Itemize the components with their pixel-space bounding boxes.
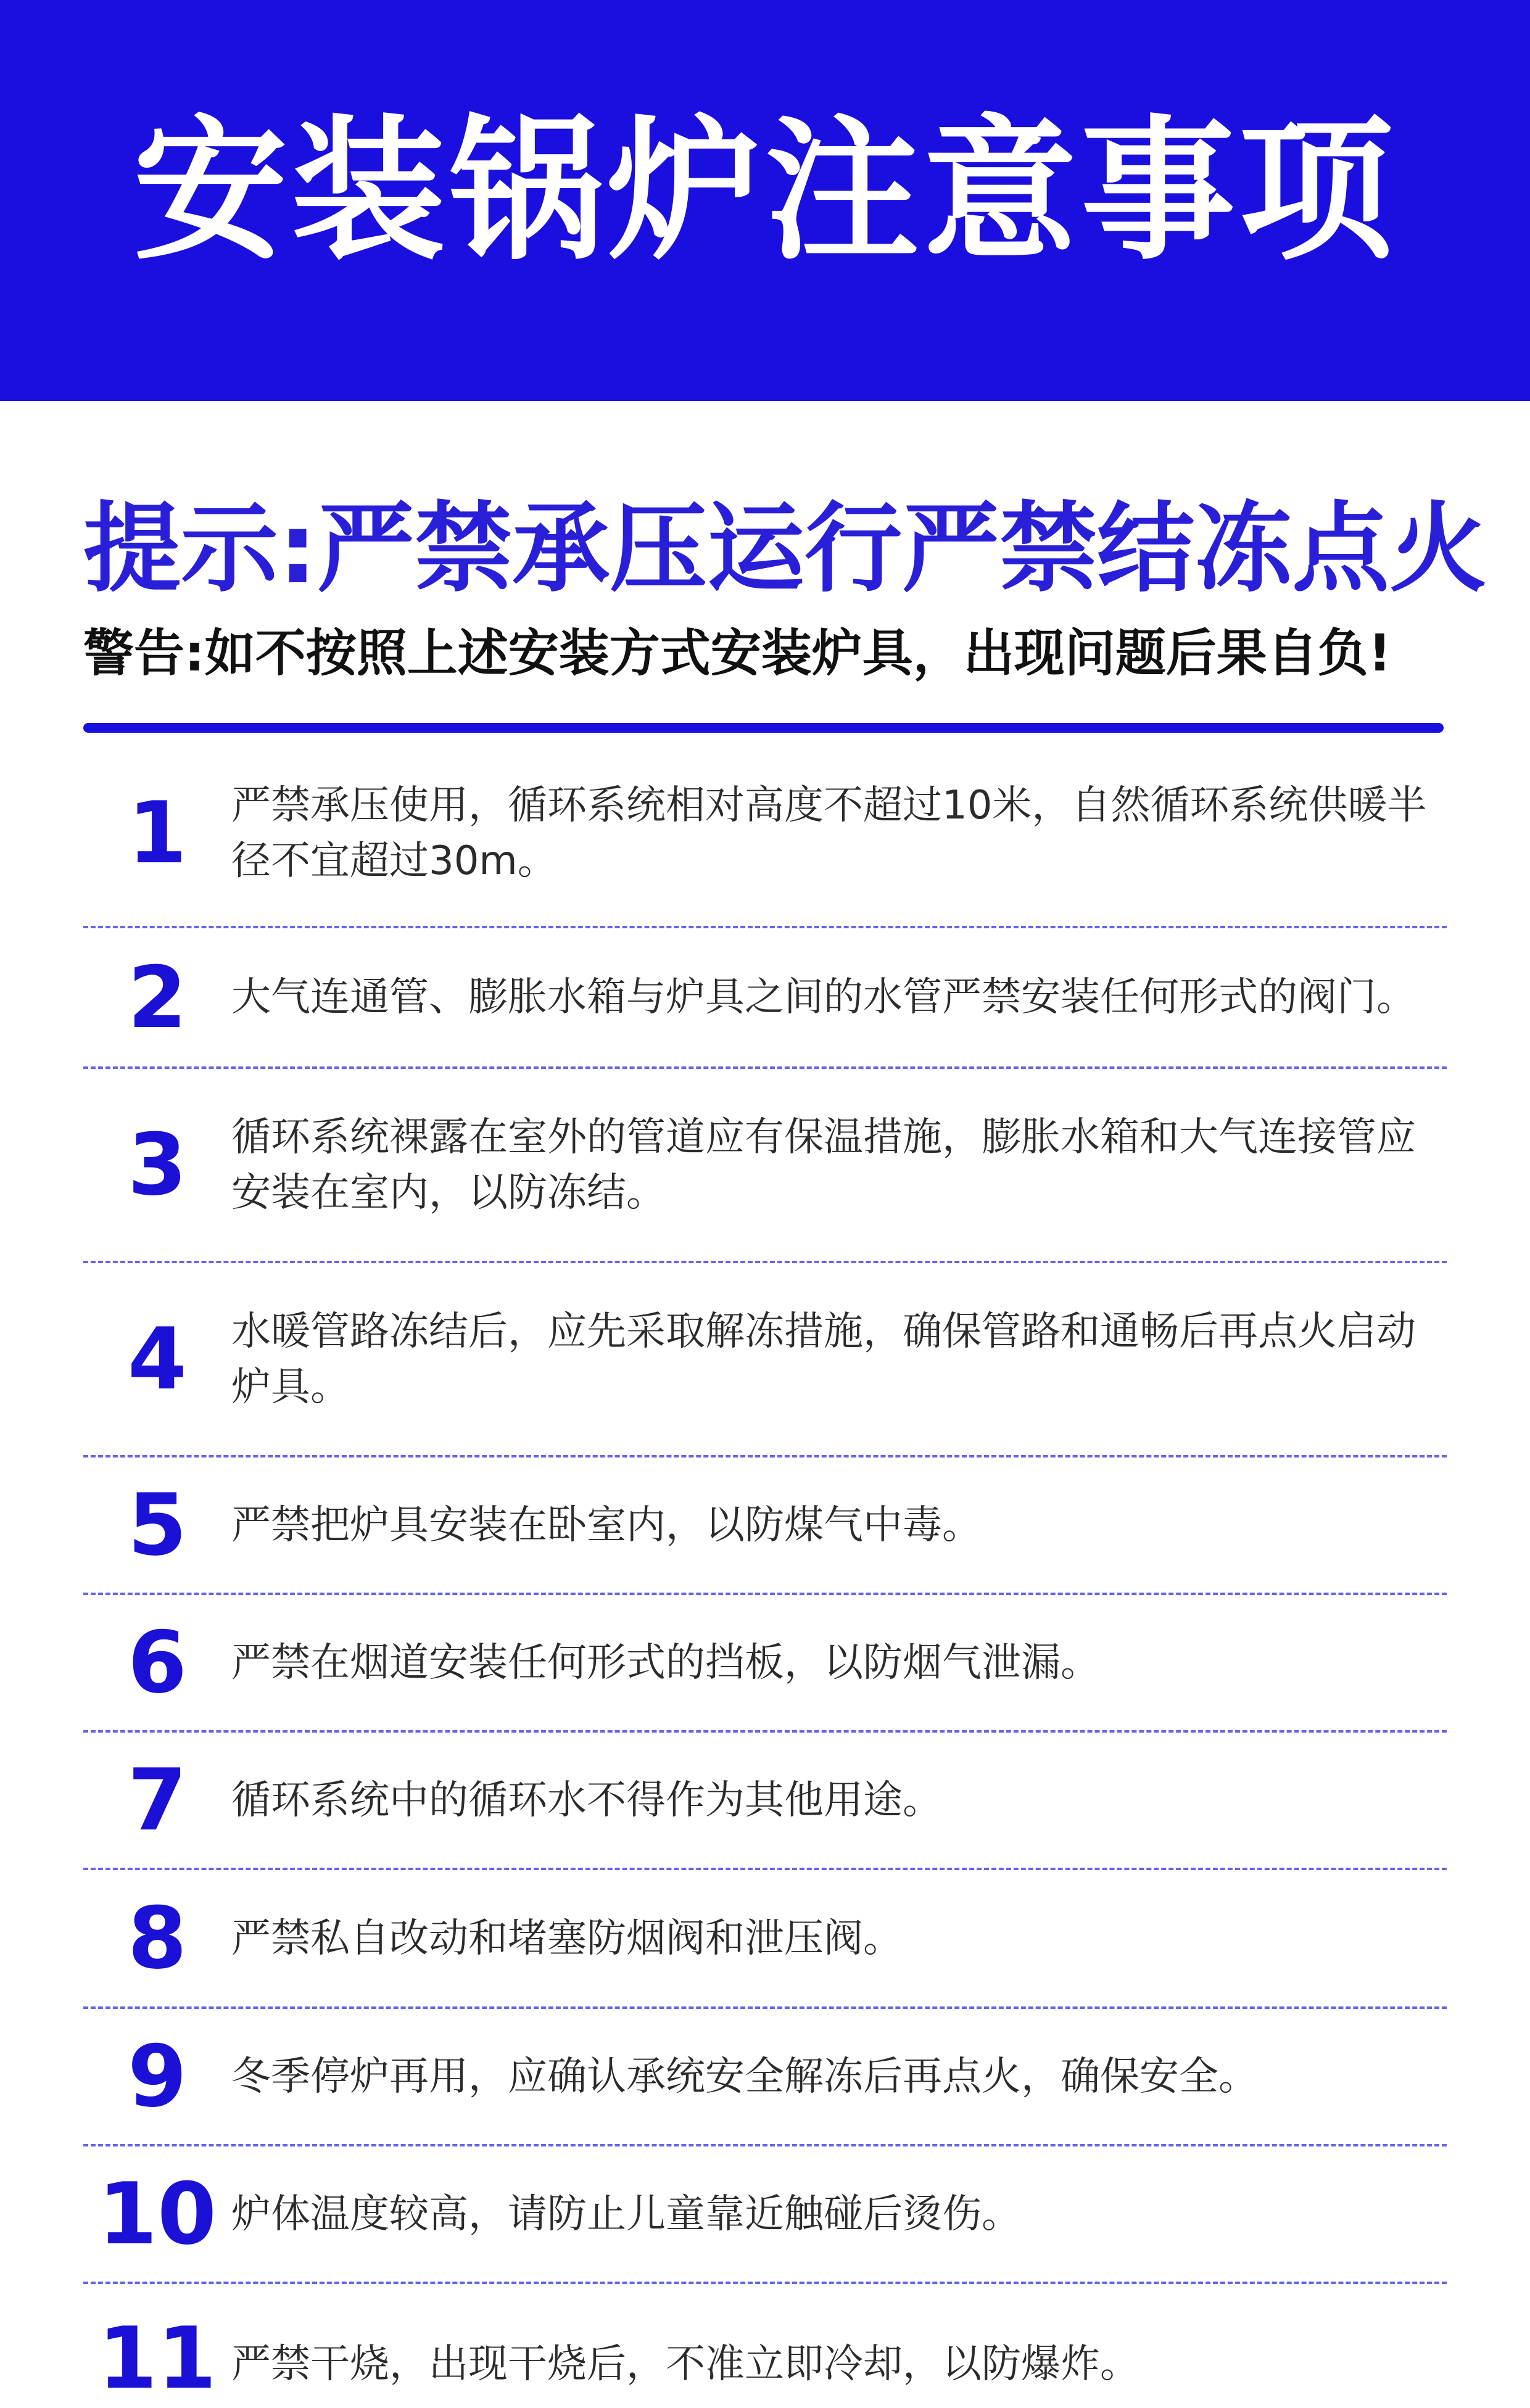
item-number: 8 bbox=[127, 1889, 188, 1988]
item-number: 4 bbox=[127, 1309, 188, 1409]
item-number: 3 bbox=[127, 1115, 188, 1214]
list-item bbox=[83, 1870, 1447, 2009]
item-number: 11 bbox=[97, 2309, 217, 2408]
hint-heading: 提示:严禁承压运行严禁结冻点火 bbox=[83, 492, 1487, 606]
item-text: 严禁私自改动和堵塞防烟阀和泄压阀。 bbox=[231, 1915, 903, 1961]
item-text: 严禁承压使用，循环系统相对高度不超过10米，自然循环系统供暖半径不宜超过30m。 bbox=[231, 782, 1427, 884]
item-text: 水暖管路冻结后，应先采取解冻措施，确保管路和通畅后再点火启动炉具。 bbox=[231, 1308, 1416, 1410]
item-number: 1 bbox=[127, 783, 188, 883]
list-item bbox=[83, 2009, 1447, 2146]
item-number: 2 bbox=[127, 947, 188, 1047]
list-item bbox=[83, 1733, 1447, 1870]
item-number: 6 bbox=[127, 1613, 188, 1712]
list-item bbox=[83, 928, 1447, 1069]
item-number: 10 bbox=[97, 2164, 217, 2264]
warning-text: 警告:如不按照上述安装方式安装炉具，出现问题后果自负! bbox=[83, 624, 1392, 683]
item-text: 冬季停炉再用，应确认承统安全解冻后再点火，确保安全。 bbox=[231, 2053, 1258, 2100]
item-text: 严禁干烧，出现干烧后，不准立即冷却，以防爆炸。 bbox=[231, 2341, 1139, 2387]
item-text: 炉体温度较高，请防止儿童靠近触碰后烫伤。 bbox=[231, 2191, 1021, 2237]
item-text: 大气连通管、膨胀水箱与炉具之间的水管严禁安装任何形式的阀门。 bbox=[231, 975, 1416, 1020]
list-item bbox=[83, 2146, 1447, 2284]
item-number: 5 bbox=[127, 1475, 188, 1575]
item-number: 7 bbox=[127, 1750, 188, 1850]
page-title: 安装锅炉注意事项 bbox=[133, 101, 1397, 281]
item-text: 循环系统中的循环水不得作为其他用途。 bbox=[231, 1777, 942, 1823]
item-number: 9 bbox=[127, 2027, 188, 2126]
item-text: 循环系统裸露在室外的管道应有保温措施，膨胀水箱和大气连接管应安装在室内，以防冻结。 bbox=[231, 1114, 1416, 1216]
notice-list bbox=[83, 0, 1447, 2408]
list-item bbox=[83, 740, 1447, 928]
item-text: 严禁把炉具安装在卧室内，以防煤气中毒。 bbox=[231, 1502, 982, 1548]
list-item bbox=[83, 1458, 1447, 1595]
item-text: 严禁在烟道安装任何形式的挡板，以防烟气泄漏。 bbox=[231, 1639, 1100, 1686]
list-item bbox=[83, 1069, 1447, 1263]
list-item bbox=[83, 1263, 1447, 1458]
list-item bbox=[83, 1595, 1447, 1733]
list-item bbox=[83, 2284, 1447, 2408]
